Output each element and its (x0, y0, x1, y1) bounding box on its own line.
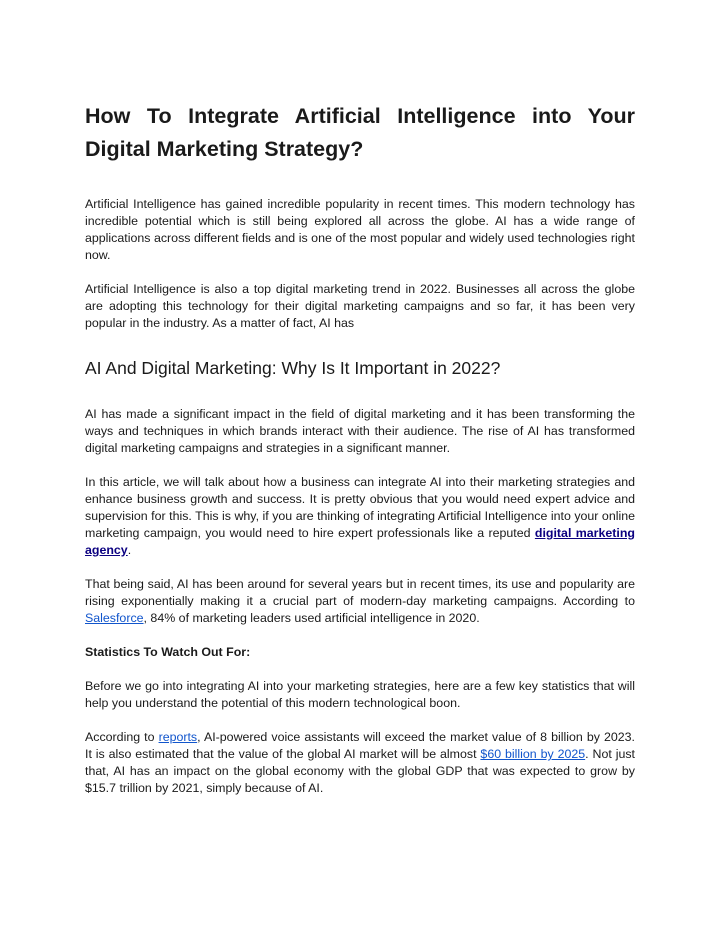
section-paragraph-2 (85, 474, 635, 559)
stats-paragraph-2-a: According to (85, 730, 159, 744)
stats-paragraph-2-c: . Not just that, AI has an impact on the global economy with the global GDP that was expected to grow by $15.7 trillion by 2021, simply because of AI. (85, 747, 635, 795)
section-paragraph-2-text: In this article, we will talk about how a business can integrate AI into their marketing strategies and enhance business growth and success. It is pretty obvious that you would need expert advice and supervision for this. This is why, if you are thinking of integrating Artificial Intelligence into your online marketing campaign, you would need to hire expert professionals like a reputed (85, 475, 635, 540)
ai-market-value-link[interactable]: $60 billion by 2025 (480, 747, 586, 761)
document-page (85, 100, 635, 814)
reports-link[interactable]: reports (158, 730, 198, 744)
page-title: How To Integrate Artificial Intelligence into Your Digital Marketing Strategy? (85, 104, 635, 161)
stats-paragraph-1: Before we go into integrating AI into your marketing strategies, here are a few key statistics that will help you understand the potential of this modern technological boon. (85, 679, 635, 710)
section-paragraph-2-end: . (127, 543, 132, 557)
section-paragraph-3-end: , 84% of marketing leaders used artificial intelligence in 2020. (143, 611, 480, 625)
section-paragraph-3 (85, 576, 635, 627)
intro-paragraph-2: Artificial Intelligence is also a top digital marketing trend in 2022. Businesses all across the globe are adopting this technology for their digital marketing campaigns and so far, it has been very popular in the industry. As a matter of fact, AI has (85, 282, 635, 330)
section-heading: AI And Digital Marketing: Why Is It Important in 2022? (85, 358, 501, 378)
digital-marketing-agency-link[interactable]: digital marketing agency (85, 526, 635, 557)
salesforce-link[interactable]: Salesforce (85, 611, 144, 625)
stats-paragraph-2-b: , AI-powered voice assistants will exceed the market value of 8 billion by 2023. It is also estimated that the value of the global AI market will be almost (85, 730, 635, 761)
section-paragraph-1: AI has made a significant impact in the field of digital marketing and it has been transforming the ways and techniques in which brands interact with their audience. The rise of AI has transformed digital marketing campaigns and strategies in a significant manner. (85, 407, 635, 455)
stats-paragraph-2 (85, 729, 635, 797)
section-paragraph-3-text: That being said, AI has been around for several years but in recent times, its use and popularity are rising exponentially making it a crucial part of modern-day marketing campaigns. According to (85, 577, 635, 608)
intro-paragraph-1: Artificial Intelligence has gained incredible popularity in recent times. This modern technology has incredible potential which is still being explored all across the globe. AI has a wide range of applications across different fields and is one of the most popular and widely used technologies right now. (85, 197, 635, 262)
stats-label: Statistics To Watch Out For: (85, 645, 251, 659)
